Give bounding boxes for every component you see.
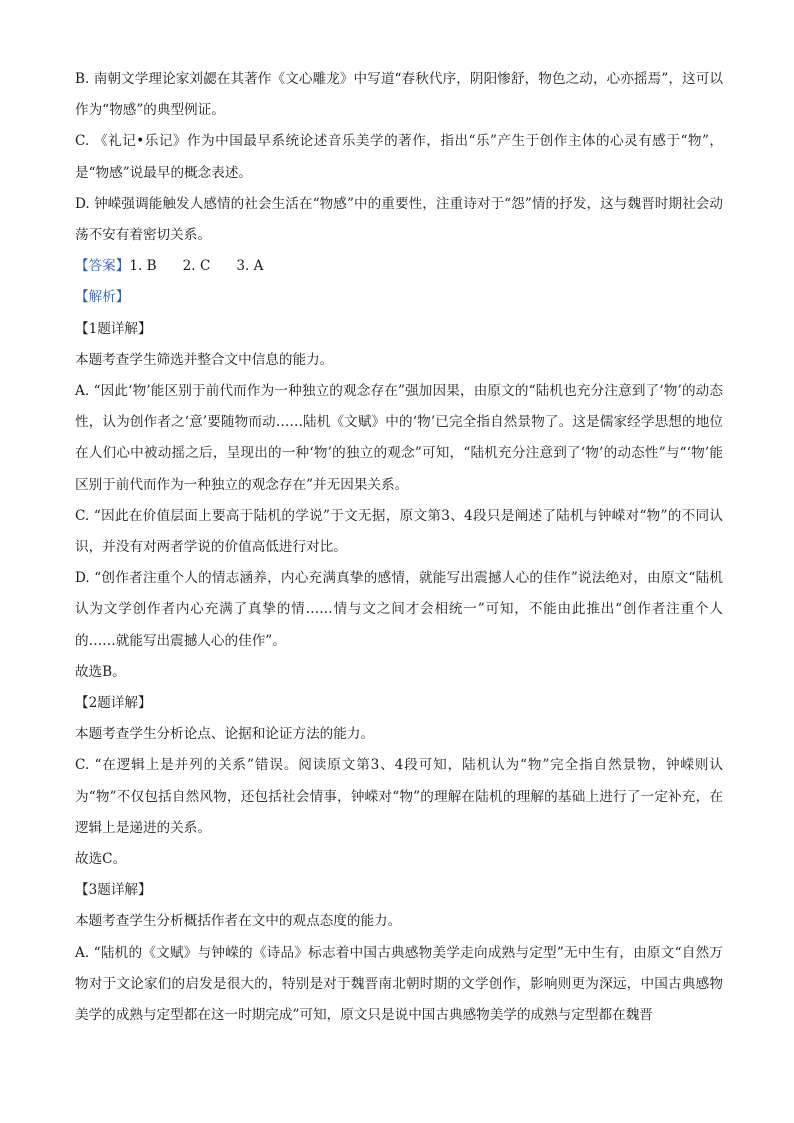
- q2-intro: 本题考查学生分析论点、论据和论证方法的能力。: [75, 726, 375, 743]
- q3-heading: 【3题详解】: [75, 882, 152, 899]
- q2-conclusion: 故选C。: [75, 851, 127, 868]
- q2-option-c: C. “在逻辑上是并列的关系”错误。阅读原文第3、4段可知，陆机认为“物”完全指自然景物，钟嵘则认为“物”不仅包括自然风物，还包括社会情事，钟嵘对“物”的理解在陆机的理解的基础上进行了一定补充，在逻辑上是递进的关系。: [75, 757, 723, 836]
- answer-1: 1. B: [129, 258, 157, 275]
- answer-values: [129, 258, 263, 274]
- q1-option-c: C. “因此在价值层面上要高于陆机的学说”于文无据，原文第3、4段只是阐述了陆机与钟嵘对“物”的不同认识，并没有对两者学说的价值高低进行对比。: [75, 507, 723, 556]
- answer-3: 3. A: [236, 258, 264, 275]
- q1-option-d: D. “创作者注重个人的情志涵养，内心充满真挚的感情，就能写出震撼人心的佳作”说法绝对，由原文“陆机认为文学创作者内心充满了真挚的情……情与文之间才会相统一”可知，不能由此推出“创作者注重个人的……就能写出震撼人心的佳作”。: [75, 570, 723, 649]
- option-d: D. 钟嵘强调能触发人感情的社会生活在“物感”中的重要性，注重诗对于“怨”情的抒发，这与魏晋时期社会动荡不安有着密切关系。: [75, 195, 723, 244]
- q1-heading: 【1题详解】: [75, 320, 152, 337]
- q2-heading: 【2题详解】: [75, 695, 152, 712]
- q1-option-a: A. “因此‘物’能区别于前代而作为一种独立的观念存在”强加因果，由原文的“陆机也充分注意到了‘物’的动态性，认为创作者之‘意’要随物而动……陆机《文赋》中的‘物’已完全指自然景物了。这是儒家经学思想的地位在人们心中被动摇之后，呈现出的一种‘物’的独立的观念”可知，“陆机充分注意到了‘物’的动态性”与“‘物’能区别于前代而作为一种独立的观念存在”并无因果关系。: [75, 383, 723, 493]
- q1-intro: 本题考查学生筛选并整合文中信息的能力。: [75, 351, 334, 368]
- q3-intro: 本题考查学生分析概括作者在文中的观点态度的能力。: [75, 913, 402, 930]
- document-page: [75, 64, 723, 1031]
- answer-2: 2. C: [182, 258, 211, 275]
- option-b: B. 南朝文学理论家刘勰在其著作《文心雕龙》中写道“春秋代序，阴阳惨舒，物色之动，心亦摇焉”，这可以作为“物感”的典型例证。: [75, 71, 723, 119]
- answer-label: 【答案】: [75, 258, 130, 275]
- q3-option-a: A. “陆机的《文赋》与钟嵘的《诗品》标志着中国古典感物美学走向成熟与定型”无中生有，由原文“自然万物对于文论家们的启发是很大的，特别是对于魏晋南北朝时期的文学创作，影响则更为深远，中国古典感物美学的成熟与定型都在这一时期完成”可知，原文只是说中国古典感物美学的成熟与定型都在魏晋: [75, 944, 723, 1024]
- q1-conclusion: 故选B。: [75, 663, 126, 680]
- analysis-label: 【解析】: [75, 289, 130, 306]
- option-c: C. 《礼记•乐记》作为中国最早系统论述音乐美学的著作，指出“乐”产生于创作主体的心灵有感于“物”，是“物感”说最早的概念表述。: [75, 133, 723, 181]
- answer-line: [75, 251, 723, 282]
